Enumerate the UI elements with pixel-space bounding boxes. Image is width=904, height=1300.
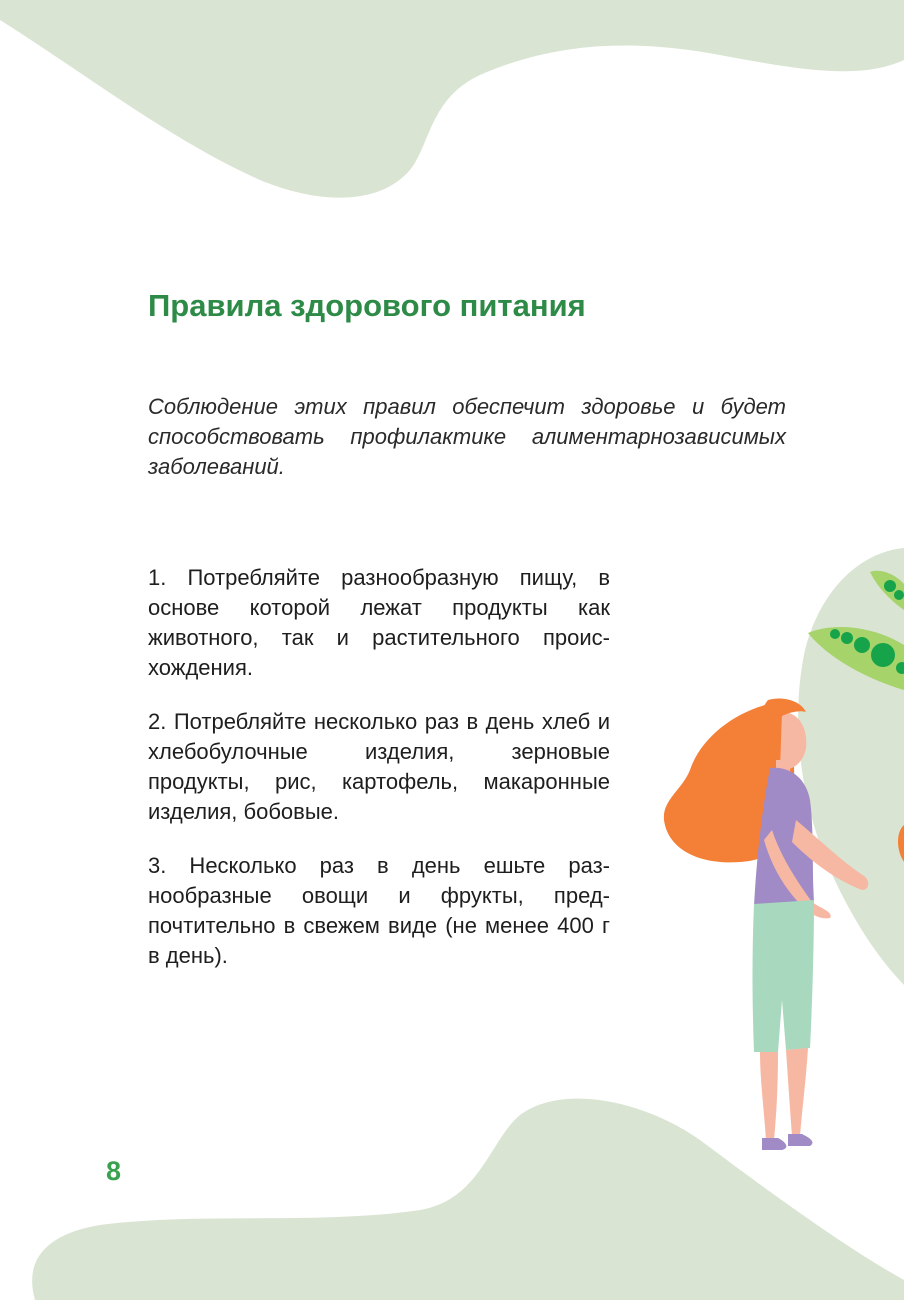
page-title: Правила здорового питания	[148, 288, 586, 323]
top-background-shape	[0, 0, 904, 198]
page-number: 8	[106, 1156, 122, 1186]
intro-paragraph: Соблюдение этих правил обеспечит здоровье и будет способствовать профилактике алиментарнозависимых заболеваний.	[148, 394, 786, 479]
rule-item: 1. Потребляйте разнообразную пищу, в основе которой лежат продукты как животного, так и растительного происхождения.	[148, 565, 610, 680]
right-background-shape	[798, 548, 904, 985]
rule-item: 3. Несколько раз в день ешьте разнообразные овощи и фрукты, предпочтительно в свежем виде (не менее 400 г в день).	[148, 853, 610, 968]
rule-item: 2. Потребляйте несколько раз в день хлеб и хлебобулочные изделия, зерновые продукты, рис, картофель, макаронные изделия, бобовые.	[148, 709, 610, 824]
rules-list	[148, 563, 610, 995]
